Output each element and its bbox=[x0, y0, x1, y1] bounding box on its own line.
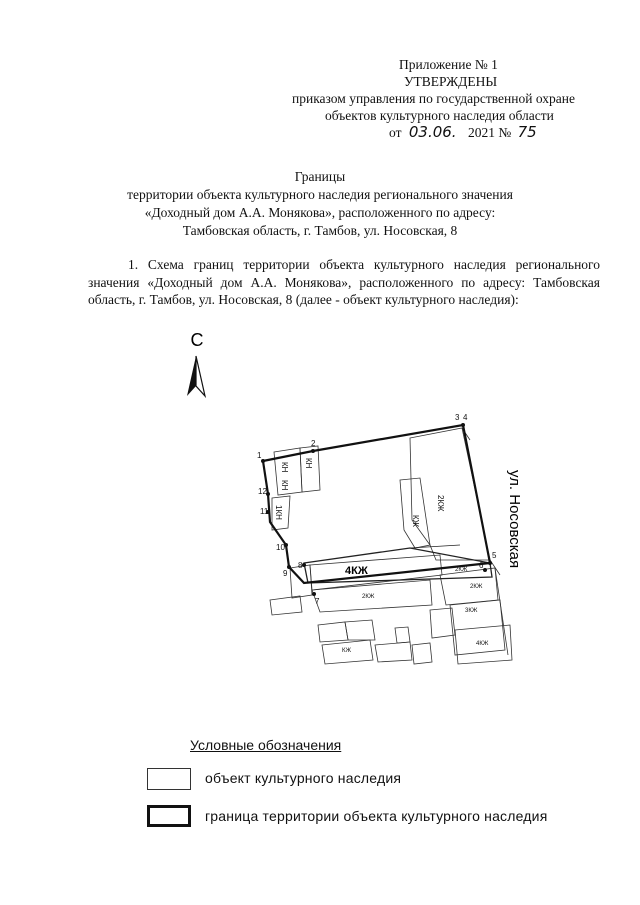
boundary-point-3-4 bbox=[461, 423, 465, 427]
approved-label: УТВЕРЖДЕНЫ bbox=[404, 74, 498, 89]
building-label-kn-1: КН bbox=[280, 462, 289, 473]
building-label-2kzh-d: 2КЖ bbox=[455, 567, 468, 573]
building-label-4kzh-b: 4КЖ bbox=[476, 641, 489, 647]
paragraph-number: 1. bbox=[128, 257, 139, 272]
boundary-point-2 bbox=[311, 449, 315, 453]
point-label-3: 3 bbox=[455, 413, 460, 422]
point-label-7: 7 bbox=[315, 597, 320, 606]
point-label-6: 6 bbox=[479, 561, 484, 570]
point-label-9: 9 bbox=[283, 569, 288, 578]
handwritten-date: 03.06. bbox=[408, 123, 457, 141]
legend-title: Условные обозначения bbox=[190, 737, 342, 753]
legend-item-heritage-object: объект культурного наследия bbox=[205, 770, 402, 786]
paragraph-text: Схема границ территории объекта культурного наследия регионального значения «Доходный дом А.А. Монякова», расположенного по адресу: Тамбовская область, г. Тамбов, ул. Носовская, 8 (далее - объект культурного наследия): bbox=[88, 257, 600, 307]
point-label-1: 1 bbox=[257, 451, 262, 460]
boundary-point-8 bbox=[302, 563, 306, 567]
boundary-point-1 bbox=[261, 459, 265, 463]
point-label-5: 5 bbox=[492, 551, 497, 560]
legend-swatch-heritage-object bbox=[147, 768, 191, 790]
order-line-1: приказом управления по государственной охране bbox=[292, 91, 575, 106]
point-label-10: 10 bbox=[276, 543, 285, 552]
building-label-3kzh: 3КЖ bbox=[465, 608, 478, 614]
north-arrow-icon bbox=[187, 330, 205, 396]
point-label-4: 4 bbox=[463, 413, 468, 422]
north-label: С bbox=[190, 330, 204, 350]
street-label: ул. Носовская bbox=[506, 470, 523, 569]
title-line-4: Тамбовская область, г. Тамбов, ул. Носовская, 8 bbox=[182, 223, 458, 238]
building-label-2kzh: 2КЖ bbox=[436, 495, 445, 512]
point-label-12: 12 bbox=[258, 487, 267, 496]
building-label-kn-2: КН bbox=[280, 480, 289, 491]
appendix-label: Приложение № 1 bbox=[399, 57, 498, 72]
boundary-point-6 bbox=[483, 568, 487, 572]
boundary-point-5 bbox=[488, 561, 492, 565]
legend-item-territory-boundary: граница территории объекта культурного наследия bbox=[205, 808, 548, 824]
building-label-2kzh-c: 2КЖ bbox=[470, 584, 483, 590]
title-line-1: Границы bbox=[294, 169, 346, 184]
boundary-point-7 bbox=[312, 592, 316, 596]
building-label-2kzh-b: 2КЖ bbox=[362, 594, 375, 600]
main-building-label: 4КЖ bbox=[345, 565, 368, 577]
date-prefix: от bbox=[389, 125, 402, 140]
building-label-kzh-b: КЖ bbox=[342, 648, 352, 654]
legend-swatch-territory-boundary bbox=[147, 805, 191, 827]
title-line-2: территории объекта культурного наследия регионального значения bbox=[127, 187, 513, 202]
building-label-kn-3: КН bbox=[304, 458, 313, 469]
title-line-3: «Доходный дом А.А. Монякова», расположенного по адресу: bbox=[144, 205, 496, 220]
building-label-1kn: 1КН bbox=[274, 505, 283, 520]
point-label-11: 11 bbox=[260, 507, 269, 516]
boundary-point-9 bbox=[287, 565, 291, 569]
handwritten-number: 75 bbox=[517, 123, 537, 141]
order-year: 2021 № bbox=[467, 125, 512, 140]
point-label-8: 8 bbox=[298, 561, 303, 570]
order-line-2: объектов культурного наследия области bbox=[325, 108, 554, 123]
point-label-2: 2 bbox=[311, 439, 316, 448]
building-label-kzh: КЖ bbox=[411, 515, 420, 528]
